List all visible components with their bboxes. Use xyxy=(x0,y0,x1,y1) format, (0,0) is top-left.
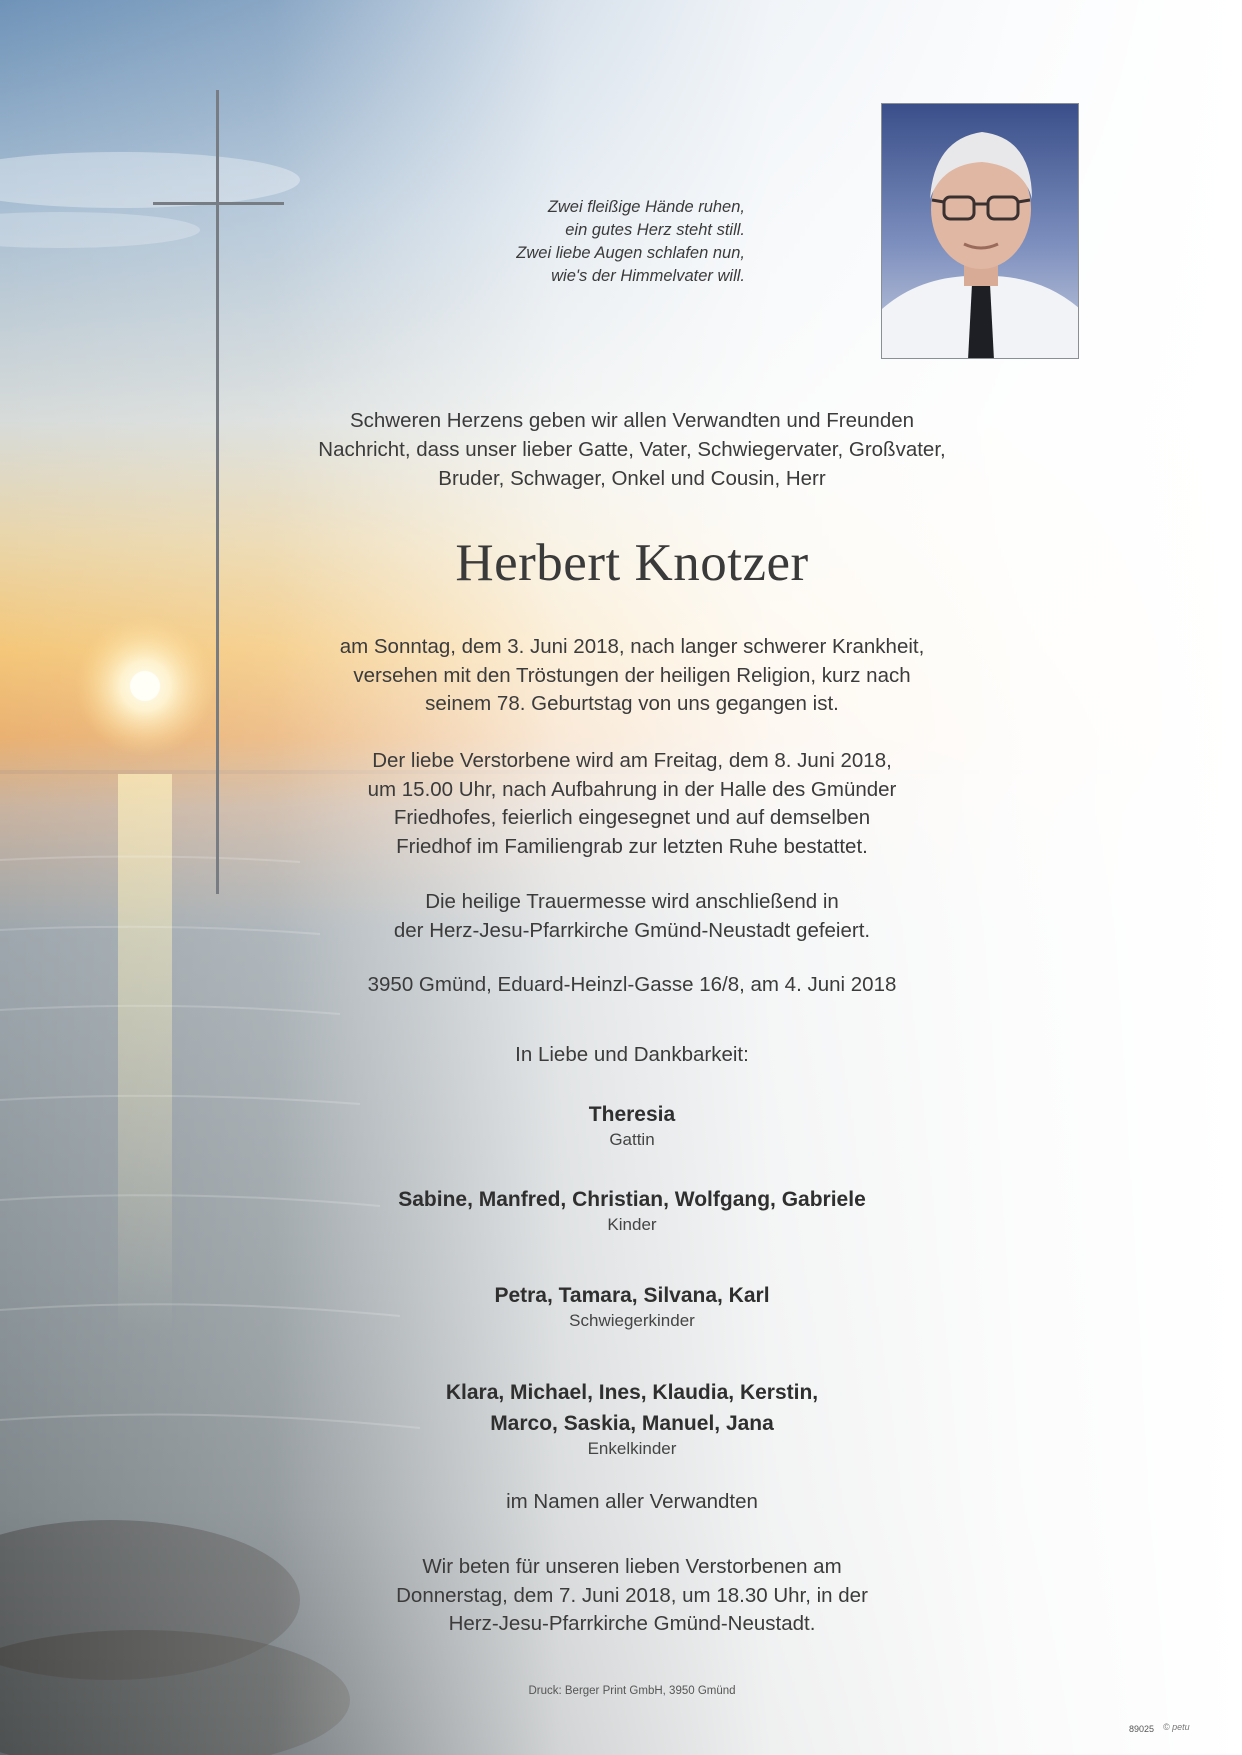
family-group-spouse xyxy=(262,1099,1002,1150)
family-role: Schwiegerkinder xyxy=(569,1311,695,1330)
paragraph-line: Der liebe Verstorbene wird am Freitag, dem 8. Juni 2018, xyxy=(372,749,892,772)
paragraph-line: seinem 78. Geburtstag von uns gegangen ist. xyxy=(425,692,839,715)
paragraph-line: Friedhof im Familiengrab zur letzten Ruhe bestattet. xyxy=(396,834,868,858)
family-group-children-in-law xyxy=(262,1280,1002,1331)
family-role: Enkelkinder xyxy=(587,1439,677,1458)
paragraph-line: Donnerstag, dem 7. Juni 2018, um 18.30 Uhr, in der xyxy=(396,1583,868,1607)
poem-line: ein gutes Herz steht still. xyxy=(565,221,745,239)
paragraph-line: Die heilige Trauermesse wird anschließend in xyxy=(425,890,839,913)
paragraph-line: Friedhofes, feierlich eingesegnet und auf demselben xyxy=(393,806,871,829)
footer-logo: © petu xyxy=(1163,1722,1190,1732)
paragraph-line: Wir beten für unseren lieben Verstorbenen am xyxy=(422,1555,842,1578)
footer-code: 89025 xyxy=(1129,1724,1155,1734)
poem-line: wie's der Himmelvater will. xyxy=(551,267,745,285)
address-and-date: 3950 Gmünd, Eduard-Heinzl-Gasse 16/8, am 4. Juni 2018 xyxy=(367,973,897,996)
portrait-photo xyxy=(881,103,1079,359)
death-notice-paragraph xyxy=(262,633,1002,719)
poem-line: Zwei liebe Augen schlafen nun, xyxy=(516,244,745,262)
paragraph-line: am Sonntag, dem 3. Juni 2018, nach langer schwerer Krankheit, xyxy=(339,635,925,658)
family-names: Petra, Tamara, Silvana, Karl xyxy=(494,1284,770,1307)
family-names: Marco, Saskia, Manuel, Jana xyxy=(490,1412,774,1435)
deceased-name: Herbert Knotzer xyxy=(455,534,809,592)
thanks-line: In Liebe und Dankbarkeit: xyxy=(515,1043,749,1066)
family-group-grandchildren xyxy=(262,1377,1002,1459)
family-names: Theresia xyxy=(588,1103,676,1126)
intro-line: Nachricht, dass unser lieber Gatte, Vater, Schwiegervater, Großvater, xyxy=(318,438,946,461)
cross-vertical-bar xyxy=(216,90,219,894)
paragraph-line: um 15.00 Uhr, nach Aufbahrung in der Halle des Gmünder xyxy=(367,777,897,801)
memorial-poem xyxy=(430,196,745,288)
family-role: Gattin xyxy=(609,1130,655,1149)
mass-paragraph xyxy=(262,888,1002,945)
paragraph-line: der Herz-Jesu-Pfarrkirche Gmünd-Neustadt gefeiert. xyxy=(393,918,871,942)
intro-line: Schweren Herzens geben wir allen Verwandten und Freunden xyxy=(349,409,915,432)
cross-horizontal-bar xyxy=(153,202,284,205)
family-group-children xyxy=(262,1184,1002,1235)
intro-line: Bruder, Schwager, Onkel und Cousin, Herr xyxy=(438,467,826,490)
printer-credit: Druck: Berger Print GmbH, 3950 Gmünd xyxy=(528,1685,736,1697)
prayer-paragraph xyxy=(262,1553,1002,1639)
announcement-intro xyxy=(262,406,1002,493)
family-role: Kinder xyxy=(607,1215,657,1234)
funeral-details-paragraph xyxy=(262,747,1002,861)
family-names: Klara, Michael, Ines, Klaudia, Kerstin, xyxy=(445,1381,819,1404)
closing-line: im Namen aller Verwandten xyxy=(506,1490,758,1513)
paragraph-line: versehen mit den Tröstungen der heiligen Religion, kurz nach xyxy=(353,663,911,687)
poem-line: Zwei fleißige Hände ruhen, xyxy=(547,198,745,216)
family-names: Sabine, Manfred, Christian, Wolfgang, Gabriele xyxy=(398,1188,866,1211)
paragraph-line: Herz-Jesu-Pfarrkirche Gmünd-Neustadt. xyxy=(448,1612,816,1635)
